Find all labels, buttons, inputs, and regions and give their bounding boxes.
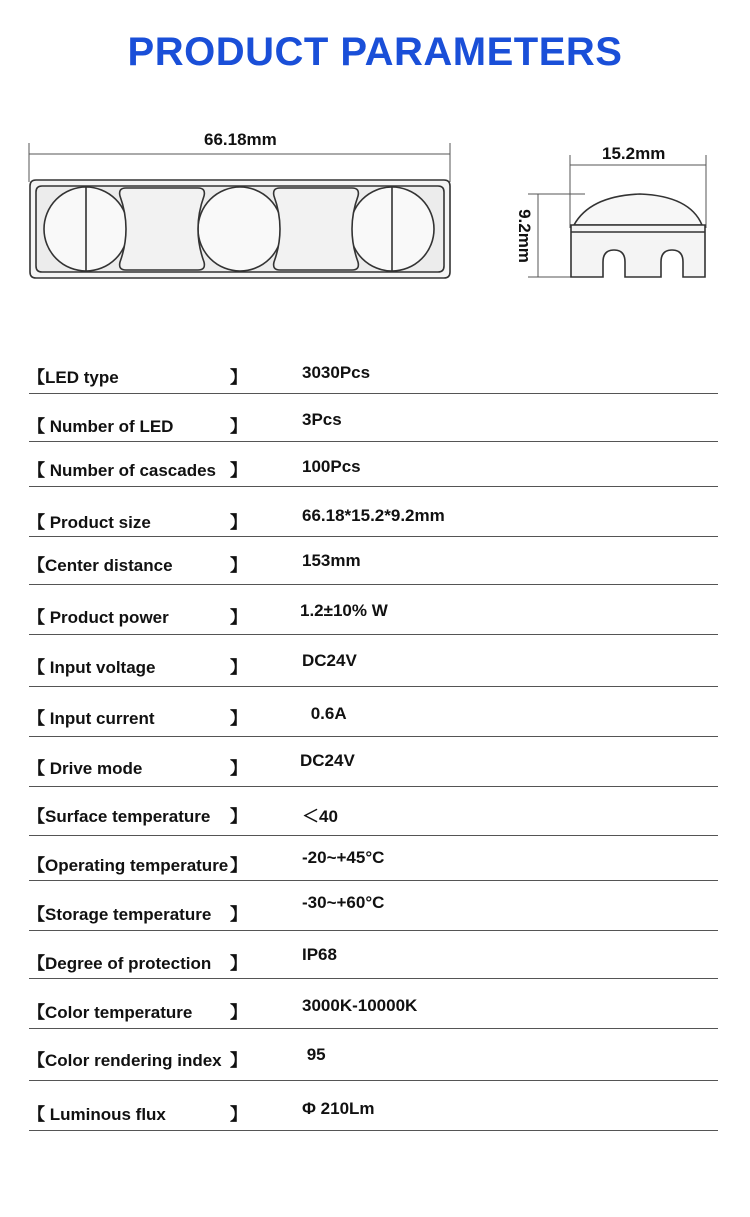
length-dimension-label: 66.18mm	[204, 130, 277, 149]
param-label	[28, 949, 211, 974]
param-value: -30~+60°C	[302, 893, 385, 912]
right-bracket: 】	[230, 658, 247, 677]
param-label-text: Center distance	[45, 556, 173, 575]
right-bracket: 】	[230, 709, 247, 728]
right-bracket: 】	[230, 856, 247, 875]
page-title: PRODUCT PARAMETERS	[127, 30, 623, 74]
right-bracket: 】	[230, 807, 247, 826]
row-divider	[29, 486, 718, 487]
left-bracket: 【	[28, 417, 45, 436]
param-label	[28, 603, 169, 628]
param-label-text: Number of cascades	[45, 461, 217, 480]
height-dimension-label: 9.2mm	[514, 209, 534, 263]
row-divider	[29, 536, 718, 537]
right-bracket: 】	[230, 905, 247, 924]
right-bracket: 】	[230, 954, 247, 973]
row-divider	[29, 978, 718, 979]
row-divider	[29, 930, 718, 931]
width-dimension-label: 15.2mm	[602, 144, 666, 163]
param-label-text: Number of LED	[45, 417, 174, 436]
param-value: Φ 210Lm	[302, 1099, 375, 1118]
right-bracket: 】	[230, 759, 247, 778]
row-divider	[29, 880, 718, 881]
param-label	[28, 900, 211, 925]
param-label	[28, 851, 228, 876]
left-bracket: 【	[28, 461, 45, 480]
param-label	[28, 704, 155, 729]
left-bracket: 【	[28, 905, 45, 924]
row-divider	[29, 1080, 718, 1081]
param-value: 66.18*15.2*9.2mm	[302, 506, 445, 525]
row-divider	[29, 1028, 718, 1029]
param-label-text: Product size	[45, 513, 151, 532]
row-divider	[29, 393, 718, 394]
left-bracket: 【	[28, 954, 45, 973]
param-label-text: Drive mode	[45, 759, 143, 778]
left-bracket: 【	[28, 658, 45, 677]
left-bracket: 【	[28, 556, 45, 575]
row-divider	[29, 441, 718, 442]
left-bracket: 【	[28, 608, 45, 627]
param-label-text: Product power	[45, 608, 169, 627]
left-bracket: 【	[28, 1003, 45, 1022]
param-value: ＜40	[302, 807, 338, 826]
left-bracket: 【	[28, 856, 45, 875]
param-label-text: LED type	[45, 368, 119, 387]
right-bracket: 】	[230, 556, 247, 575]
param-label	[28, 363, 119, 388]
param-label	[28, 1046, 222, 1071]
left-bracket: 【	[28, 807, 45, 826]
left-bracket: 【	[28, 709, 45, 728]
left-bracket: 【	[28, 1051, 45, 1070]
left-bracket: 【	[28, 513, 45, 532]
right-bracket: 】	[230, 1003, 247, 1022]
param-value: 100Pcs	[302, 457, 361, 476]
param-value: DC24V	[302, 651, 357, 670]
param-label-text: Input current	[45, 709, 155, 728]
right-bracket: 】	[230, 1105, 247, 1124]
row-divider	[29, 1130, 718, 1131]
param-value: DC24V	[300, 751, 355, 770]
param-label-text: Operating temperature	[45, 856, 229, 875]
param-label-text: Color temperature	[45, 1003, 193, 1022]
row-divider	[29, 786, 718, 787]
param-label	[28, 1100, 166, 1125]
param-value: -20~+45°C	[302, 848, 385, 867]
row-divider	[29, 736, 718, 737]
right-bracket: 】	[230, 608, 247, 627]
param-value: 153mm	[302, 551, 361, 570]
right-bracket: 】	[230, 1051, 247, 1070]
row-divider	[29, 686, 718, 687]
right-bracket: 】	[230, 513, 247, 532]
param-label	[28, 754, 142, 779]
param-value: 1.2±10% W	[300, 601, 388, 620]
param-label-text: Storage temperature	[45, 905, 212, 924]
param-label-text: Input voltage	[45, 658, 156, 677]
param-label	[28, 456, 216, 481]
param-label	[28, 412, 173, 437]
param-label	[28, 653, 156, 678]
param-value: 0.6A	[306, 704, 347, 723]
left-bracket: 【	[28, 759, 45, 778]
param-label-text: Surface temperature	[45, 807, 211, 826]
param-label-text: Degree of protection	[45, 954, 212, 973]
row-divider	[29, 835, 718, 836]
row-divider	[29, 634, 718, 635]
right-bracket: 】	[230, 461, 247, 480]
param-label	[28, 508, 151, 533]
param-label-text: Luminous flux	[45, 1105, 166, 1124]
right-bracket: 】	[230, 368, 247, 387]
param-value: 3Pcs	[302, 410, 342, 429]
param-label	[28, 802, 210, 827]
left-bracket: 【	[28, 1105, 45, 1124]
left-bracket: 【	[28, 368, 45, 387]
right-bracket: 】	[230, 417, 247, 436]
row-divider	[29, 584, 718, 585]
param-label-text: Color rendering index	[45, 1051, 222, 1070]
param-label	[28, 551, 173, 576]
param-value: 3000K-10000K	[302, 996, 418, 1015]
param-label	[28, 998, 192, 1023]
param-value: 3030Pcs	[302, 363, 371, 382]
param-value: IP68	[302, 945, 337, 964]
param-value: 95	[302, 1045, 326, 1064]
